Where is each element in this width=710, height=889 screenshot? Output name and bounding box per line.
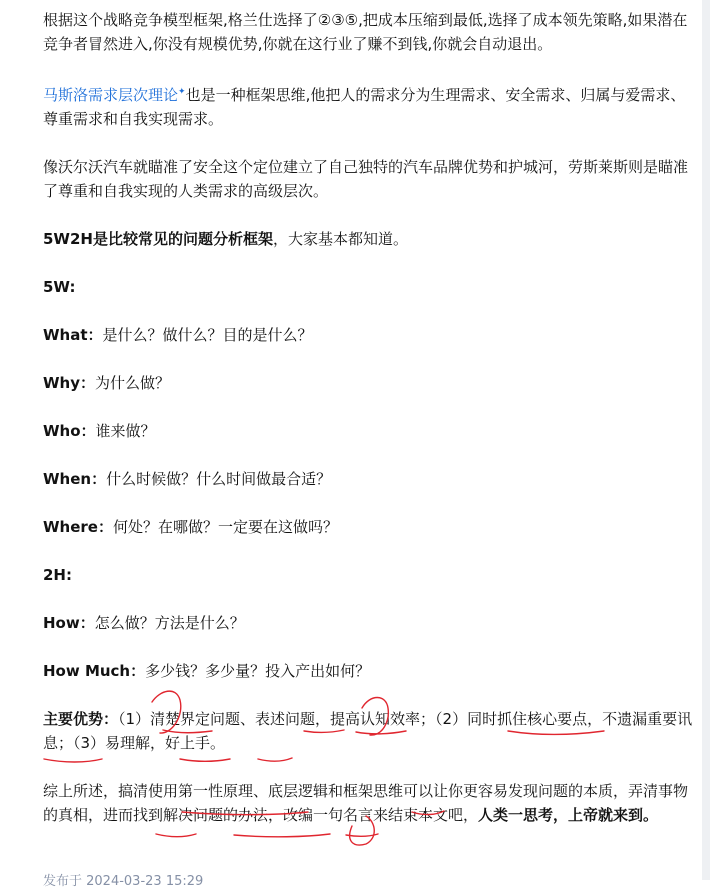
advantages-text: （1）清楚界定问题、表述问题，提高认知效率；（2）同时抓住核心要点，不遗漏重要讯息；（3）易理解，好上手。 xyxy=(43,710,693,752)
qa-text: 多少钱？多少量？投入产出如何？ xyxy=(145,662,371,680)
advantages-label: 主要优势： xyxy=(43,710,119,728)
conclusion-quote: 人类一思考，上帝就来到。 xyxy=(478,806,659,824)
qa-label: How Much： xyxy=(43,662,146,680)
qa-label: When： xyxy=(43,470,107,488)
5w2h-text: ，大家基本都知道。 xyxy=(272,230,408,248)
maslow-link[interactable]: 马斯洛需求层次理论 xyxy=(43,86,179,104)
conclusion-text: 综上所述，搞清使用第一性原理、底层逻辑和框架思维可以让你更容易发现问题的本质，弄清事物的真相，进而找到解决问题的办法，改编一句名言来结束本文吧， xyxy=(43,782,689,824)
qa-text: 怎么做？方法是什么？ xyxy=(94,614,245,632)
article-body xyxy=(43,8,698,851)
paragraph-conclusion xyxy=(43,779,698,827)
heading-5w: 5W: xyxy=(43,278,76,296)
paragraph-volvo: 像沃尔沃汽车就瞄准了安全这个定位建立了自己独特的汽车品牌优势和护城河，劳斯莱斯则是瞄准了尊重和自我实现的人类需求的高级层次。 xyxy=(43,158,689,200)
qa-how xyxy=(43,611,698,635)
qa-label: Where： xyxy=(43,518,113,536)
publish-info: 发布于 2024-03-23 15:29 xyxy=(43,874,204,889)
5w2h-heading: 5W2H是比较常见的问题分析框架 xyxy=(43,230,273,248)
qa-where xyxy=(43,515,698,539)
qa-text: 是什么？做什么？目的是什么？ xyxy=(102,326,313,344)
qa-who xyxy=(43,419,698,443)
qa-text: 什么时候做？什么时间做最合适？ xyxy=(106,470,332,488)
qa-label: How： xyxy=(43,614,95,632)
paragraph-maslow xyxy=(43,80,698,131)
paragraph-advantages xyxy=(43,707,698,755)
qa-why xyxy=(43,371,698,395)
scroll-edge xyxy=(702,0,710,880)
paragraph-5w2h xyxy=(43,227,698,251)
qa-when xyxy=(43,467,698,491)
sparkle-icon: ✦ xyxy=(178,87,186,97)
qa-label: Why： xyxy=(43,374,96,392)
maslow-text: 也是一种框架思维,他把人的需求分为生理需求、安全需求、归属与爱需求、尊重需求和自我实现需求。 xyxy=(43,86,686,128)
qa-label: Who： xyxy=(43,422,96,440)
qa-text: 为什么做？ xyxy=(95,374,171,392)
heading-2h: 2H: xyxy=(43,566,72,584)
qa-text: 何处？在哪做？一定要在这做吗？ xyxy=(112,518,338,536)
qa-label: What： xyxy=(43,326,103,344)
paragraph-strategy: 根据这个战略竞争模型框架,格兰仕选择了②③⑤,把成本压缩到最低,选择了成本领先策略,如果潜在竞争者冒然进入,你没有规模优势,你就在这行业了赚不到钱,你就会自动退出。 xyxy=(43,11,688,53)
qa-text: 谁来做？ xyxy=(95,422,156,440)
qa-what xyxy=(43,323,698,347)
qa-how-much xyxy=(43,659,698,683)
